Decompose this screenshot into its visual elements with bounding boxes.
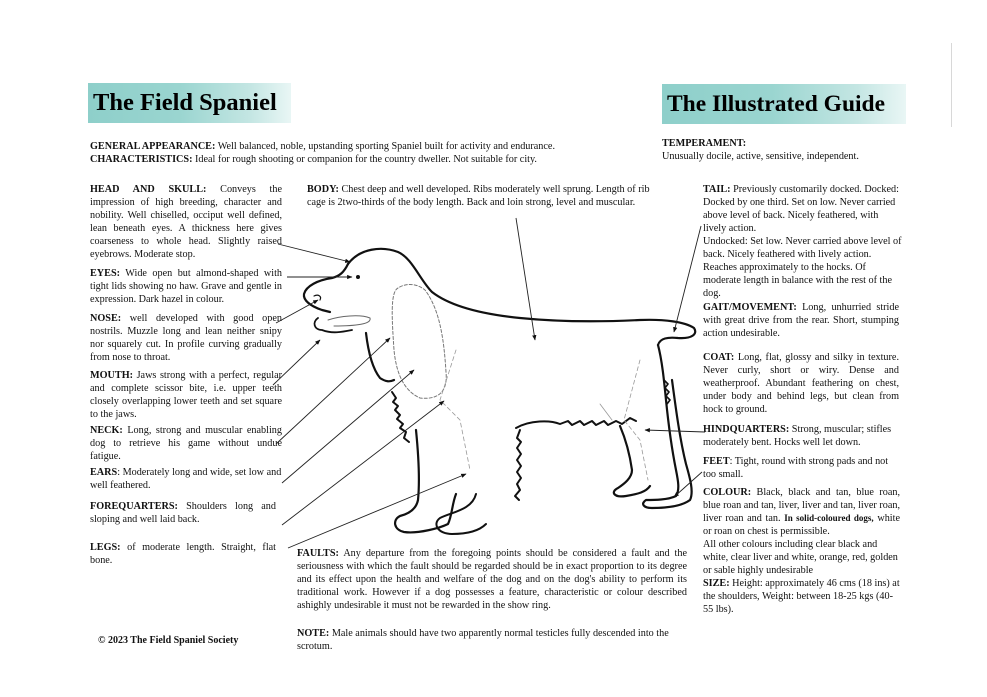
head-and-skull-section [90,183,282,261]
forequarters-label: FOREQUARTERS: [90,501,178,512]
legs-text: of moderate length. Straight, flat bone. [90,542,276,566]
temperament-label: TEMPERAMENT: [662,138,747,149]
feet-section [703,455,903,481]
note-section [297,627,677,653]
tail-undocked-text: Undocked: Set low. Never carried above level of back. Nicely feathered with lively action. Reaches approximately to the hocks. Of moderate length in balance with the rest of the dog. [703,236,902,299]
tail-text: Previously customarily docked. Docked: Docked by one third. Set on low. Never carried above level of back. Nicely feathered, with lively action. [703,184,899,234]
gait-text: Long, unhurried stride with great drive from the rear. Short, stumping action undesirable. [703,302,899,339]
neck-section [90,424,282,463]
eyes-label: EYES: [90,268,121,279]
general-section [90,140,650,166]
pointer-arrows [273,218,705,548]
temperament-section [662,137,942,163]
mouth-section [90,369,282,421]
mouth-text: Jaws strong with a perfect, regular and complete scissor bite, i.e. upper teeth closely overlapping lower teeth and set square to the jaws. [90,370,282,420]
ears-label: EARS [90,467,118,478]
nose-text: well developed with good open nostrils. Muzzle long and lean neither snipy nor squarely cut. In profile curving gradually from nose to throat. [90,313,282,363]
tail-section [703,183,903,300]
body-text: Chest deep and well developed. Ribs moderately well sprung. Length of rib cage is 2two-thirds of the body length. Back and loin strong, level and muscular. [307,184,650,208]
coat-section [703,351,899,416]
legs-pointer [288,474,466,548]
page-edge-divider [951,43,952,127]
colour-text: Black, black and tan, blue roan, blue roan and tan, liver, liver and tan, liver roan, liver roan and tan. [703,487,900,524]
head-pointer [278,244,350,262]
neck-text: Long, strong and muscular enabling dog to retrieve his game without undue fatigue. [90,425,282,462]
colour-section [703,486,900,577]
page-subtitle: The Illustrated Guide [667,91,886,117]
faults-label: FAULTS: [297,548,339,559]
hindquarters-section [703,423,903,449]
forequarters-pointer [282,401,444,525]
note-text: Male animals should have two apparently normal testicles fully descended into the scrotum. [297,628,669,652]
body-section [307,183,669,209]
head-text: Conveys the impression of high breeding, character and nobility. Well chiselled, occiput well defined, lean beneath eyes. A thickness here gives coarseness to whole head. Slightly raised eyebrows. Moderate stop. [90,184,283,260]
size-text: Height: approximately 46 cms (18 ins) at the shoulders, Weight: between 18-25 kgs (40-55 lbs). [703,578,900,615]
neck-pointer [276,338,390,444]
nose-label: NOSE: [90,313,122,324]
head-label: HEAD AND SKULL: [90,184,207,195]
faults-text: Any departure from the foregoing points should be considered a fault and the seriousness with which the fault should be regarded should be in exact proportion to its degree and its effect upon the health and welfare of the dog and on the dog's ability to perform its traditional work. However if a dog possesses a feature, characteristic or colour described ashighly undesirable it must not be rewarded in the show ring. [297,548,687,611]
mouth-label: MOUTH: [90,370,134,381]
dog-outline [304,249,695,534]
coat-text: Long, flat, glossy and silky in texture. Never curly, short or wiry. Dense and weatherproof. Abundant feathering on chest, under body and behind legs, but clean from hock to ground. [703,352,899,415]
feet-pointer [674,472,702,497]
general-appearance-text: Well balanced, noble, upstanding sporting Spaniel built for activity and endurance. [215,141,555,152]
colour-solid-note: In solid-coloured dogs, [784,513,874,523]
hindquarters-text: Strong, muscular; stifles moderately bent. Hocks well let down. [703,424,892,448]
tail-label: TAIL: [703,184,731,195]
size-section [703,577,903,616]
colour-undesirable-text: All other colours including clear black and white, clear liver and white, orange, red, golden or sable highly undesirable [703,539,898,576]
eyes-section [90,267,282,306]
hindquarters-pointer [645,430,705,432]
hindquarters-label: HINDQUARTERS: [703,424,790,435]
faults-section [297,547,687,612]
feet-text: : Tight, round with strong pads and not too small. [703,456,889,480]
ears-pointer [282,370,414,483]
ears-text: : Moderately long and wide, set low and well feathered. [90,467,282,491]
title-banner-field-spaniel [88,83,291,123]
nose-pointer [276,300,318,323]
gait-section [703,301,899,340]
legs-section [90,541,276,567]
colour-label: COLOUR: [703,487,752,498]
eyes-text: Wide open but almond-shaped with tight lids showing no haw. Grave and gentle in expression. Dark hazel in colour. [90,268,282,305]
temperament-text: Unusually docile, active, sensitive, independent. [662,151,859,162]
characteristics-text: Ideal for rough shooting or companion for the country dweller. Not suitable for city. [192,154,537,165]
nose-section [90,312,282,364]
body-pointer [516,218,535,340]
characteristics-label: CHARACTERISTICS: [90,154,193,165]
tail-pointer [674,226,701,332]
colour-chest-text: white or roan on chest is permissible. [703,513,900,537]
legs-label: LEGS: [90,542,121,553]
size-label: SIZE: [703,578,730,589]
note-label: NOTE: [297,628,330,639]
gait-label: GAIT/MOVEMENT: [703,302,797,313]
ears-section [90,466,282,492]
title-banner-illustrated-guide [662,84,906,124]
body-label: BODY: [307,184,339,195]
page-title: The Field Spaniel [93,89,277,116]
coat-label: COAT: [703,352,735,363]
forequarters-section [90,500,276,526]
general-appearance-label: GENERAL APPEARANCE: [90,141,216,152]
neck-label: NECK: [90,425,123,436]
feet-label: FEET [703,456,730,467]
forequarters-text: Shoulders long and sloping and well laid back. [90,501,276,525]
copyright: © 2023 The Field Spaniel Society [98,635,239,646]
